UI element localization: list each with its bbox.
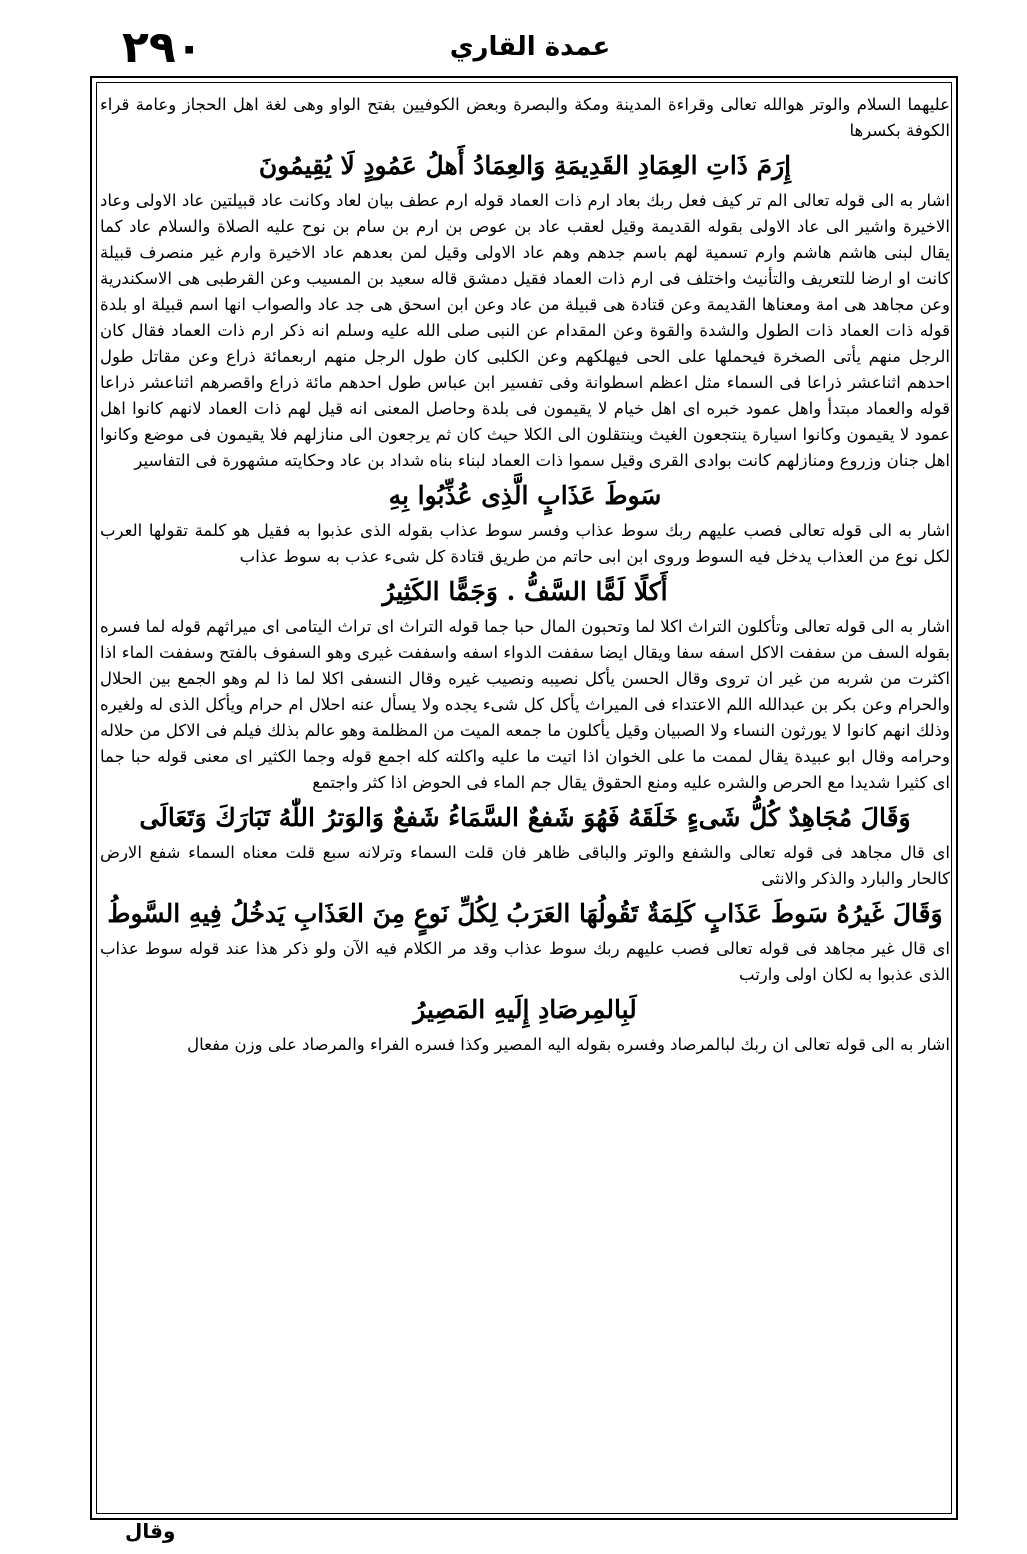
paragraph: اى قال غير مجاهد فى قوله تعالى فصب عليهم ربك سوط عذاب وقد مر الكلام فيه الآن ولو ذكر هذا عند قوله سوط عذاب الذى عذبوا به لكان اولى وارتب	[100, 939, 950, 984]
quranic-quote: إِرَمَ ذَاتِ العِمَادِ القَدِيمَةِ وَالعِمَادُ أَهلُ عَمُودٍ لَا يُقِيمُونَ	[258, 151, 792, 180]
running-title: عمدة القاري	[449, 32, 611, 62]
catchword: وقال	[125, 1519, 176, 1543]
quranic-quote: لَبِالمِرصَادِ إِلَيهِ المَصِيرُ	[413, 995, 637, 1024]
hadith-quote: وَقَالَ مُجَاهِدٌ كُلُّ شَىءٍ خَلَقَهُ فَهُوَ شَفعٌ السَّمَاءُ شَفعٌ وَالوَترُ اللّٰهُ تَبَارَكَ وَتَعَالَى	[139, 803, 911, 832]
main-text	[100, 92, 950, 1492]
paragraph: عليهما السلام والوتر هوالله تعالى وقراءة المدينة ومكة والبصرة وبعض الكوفيين بفتح الواو وهى لغة اهل الحجاز وعامة قراء الكوفة بكسرها	[100, 95, 950, 140]
paragraph: اشار به الى قوله تعالى الم تر كيف فعل ربك بعاد ارم ذات العماد قوله ارم عطف بيان لعاد وكانت عاد قبيلتين عاد الاولى وعاد الاخيرة واشير الى عاد الاولى بقوله القديمة وقيل لعقب عاد بن عوص بن ارم بن سام بن نوح عليه الصلاة والسلام عاد كما يقال لبنى هاشم هاشم وارم تسمية لهم باسم جدهم وهم عاد الاولى وقيل لمن بعدهم عاد الاخيرة وارم غير منصرف قبيلة كانت او ارضا للتعريف والتأنيث واختلف فى ارم ذات العماد فقيل دمشق قاله سعيد بن المسيب وعن القرطبى هى الاسكندرية وعن مجاهد هى امة ومعناها القديمة وعن قتادة هى قبيلة من عاد وعن ابن اسحق هى جد عاد والصواب انها اسم قبيلة او بلدة قوله ذات العماد ذات الطول والشدة والقوة وعن المقدام عن النبى صلى الله عليه وسلم انه ذكر ارم ذات العماد فقال كان الرجل منهم يأتى الصخرة فيحملها على الحى فيهلكهم وعن الكلبى كان طول الرجل منهم اربعمائة ذراع وعن مقاتل طول احدهم اثناعشر ذراعا فى السماء مثل اعظم اسطوانة وفى تفسير ابن عباس طول احدهم مائة ذراع واقصرهم اثناعشر ذراعا قوله والعماد مبتدأ واهل عمود خبره اى اهل خيام لا يقيمون فى بلدة وحاصل المعنى انه قيل لهم ذات العماد لانهم كانوا اهل عمود لا يقيمون وكانوا اسيارة ينتجعون الغيث وينتقلون الى الكلا حيث كان ثم يرجعون الى منازلهم فلا يقيمون فى موضع وكانوا اهل جنان وزروع ومنازلهم كانت بوادى القرى وقيل سموا ذات العماد لبناء بناه شداد بن عاد وحكايته مشهورة فى التفاسير	[100, 191, 950, 470]
hadith-quote: وَقَالَ غَيرُهُ سَوطَ عَذَابٍ كَلِمَةٌ تَقُولُهَا العَرَبُ لِكُلِّ نَوعٍ مِنَ العَذَابِ يَدخُلُ فِيهِ السَّوطُ	[107, 899, 943, 928]
page-header	[90, 22, 970, 78]
quranic-quote: أَكلًا لَمًّا السَّفُّ . وَجَمًّا الكَثِيرُ	[382, 577, 668, 606]
paragraph: اشار به الى قوله تعالى وتأكلون التراث اكلا لما وتحبون المال حبا جما قوله التراث اى تراث اليتامى اى ميراثهم قوله لما فسره بقوله السف من سففت الاكل اسفه سفا ويقال ايضا سففت الدواء اسفه واسففت غيرى وهو السفوف بالفتح وسففت الماء اذا اكثرت من شربه من غير ان تروى وقال الحسن يأكل نصيبه ونصيب غيره وقال النسفى اكلا لما ذا لم وهو الجمع بين الحلال والحرام وعن بكر بن عبدالله اللم الاعتداء فى الميراث يأكل كل شىء يجده ولا يسأل عنه احلال ام حرام ويأكل الذى له ولغيره وذلك انهم كانوا لا يورثون النساء ولا الصبيان وقيل يأكلون ما جمعه الميت من المظلمة وهو عالم بذلك فيلم فى الاكل من حلاله وحرامه وقال ابو عبيدة يقال لممت ما على الخوان اذا اتيت ما عليه واكلته كله اجمع قوله وجما الكثير اى معنى قوله حبا جما اى كثيرا شديدا مع الحرص والشره عليه ومنع الحقوق يقال جم الماء فى الحوض اذا كثر واجتمع	[100, 617, 950, 792]
paragraph: اشار به الى قوله تعالى ان ربك لبالمرصاد وفسره بقوله اليه المصير وكذا فسره الفراء والمرصاد على وزن مفعال	[187, 1035, 950, 1054]
paragraph: اشار به الى قوله تعالى فصب عليهم ربك سوط عذاب وفسر سوط عذاب بقوله الذى عذبوا به فقيل هو كلمة تقولها العرب لكل نوع من العذاب يدخل فيه السوط وروى ابن ابى حاتم من طريق قتادة كل شىء عذب به سوط عذاب	[100, 521, 950, 566]
page-number: ٢٩٠	[122, 22, 203, 73]
quranic-quote: سَوطَ عَذَابٍ الَّذِى عُذِّبُوا بِهِ	[388, 481, 662, 510]
paragraph: اى قال مجاهد فى قوله تعالى والشفع والوتر والباقى ظاهر فان قلت السماء وترلانه سبع قلت معناه السماء شفع الارض كالحار والبارد والذكر والانثى	[100, 843, 950, 888]
